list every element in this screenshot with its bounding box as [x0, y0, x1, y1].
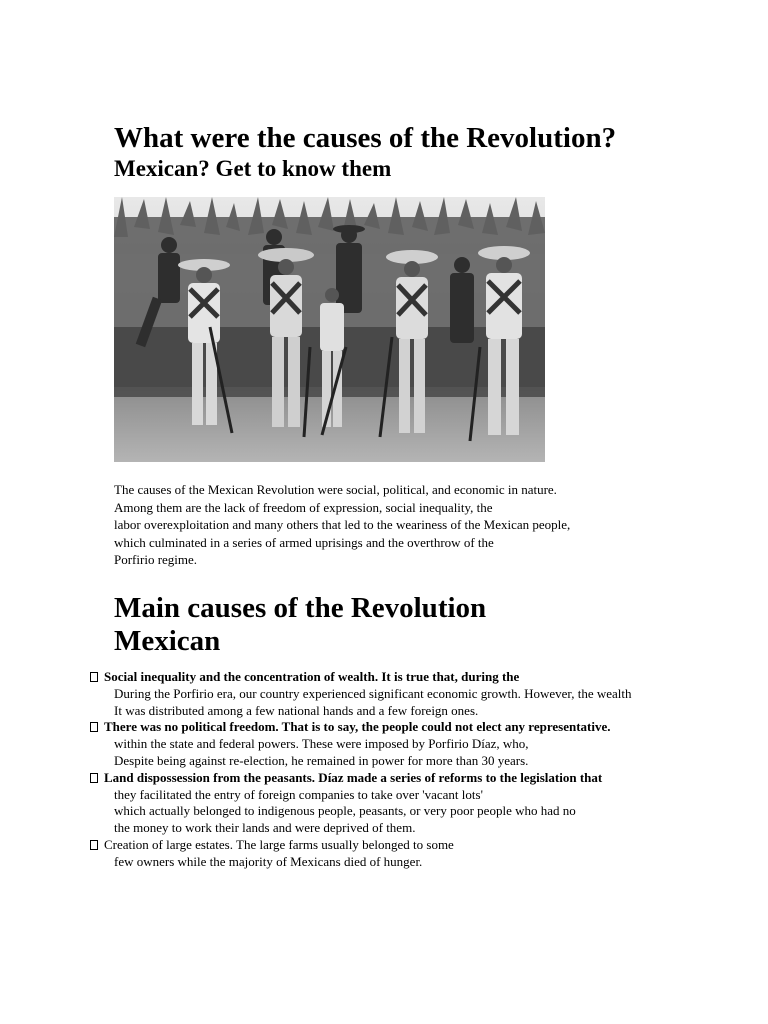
- list-item: [90, 719, 632, 769]
- intro-paragraph: [114, 481, 570, 569]
- intro-line: Among them are the lack of freedom of expression, social inequality, the: [114, 499, 493, 515]
- historic-photo: [114, 197, 545, 462]
- cause-lead: Social inequality and the concentration of wealth. It is true that, during the: [104, 669, 520, 684]
- cause-text: which actually belonged to indigenous people, peasants, or very poor people who had no: [114, 803, 576, 819]
- bullet-icon: [90, 840, 98, 850]
- list-item: [90, 770, 632, 837]
- bullet-icon: [90, 773, 98, 783]
- intro-line: The causes of the Mexican Revolution were social, political, and economic in nature.: [114, 482, 557, 497]
- intro-line: labor overexploitation and many others that led to the weariness of the Mexican people,: [114, 517, 571, 532]
- cause-text: Despite being against re-election, he remained in power for more than 30 years.: [114, 752, 529, 768]
- cause-text: During the Porfirio era, our country experienced significant economic growth. However, the wealth: [114, 685, 632, 701]
- bullet-icon: [90, 722, 98, 732]
- cause-lead: Creation of large estates. The large farms usually belonged to some: [104, 836, 454, 852]
- cause-lead: There was no political freedom. That is to say, the people could not elect any representative.: [104, 719, 611, 735]
- intro-line: which culminated in a series of armed uprisings and the overthrow of the: [114, 534, 494, 550]
- bullet-icon: [90, 672, 98, 682]
- section-heading-line: Main causes of the Revolution: [114, 592, 487, 624]
- cause-text: few owners while the majority of Mexicans died of hunger.: [114, 853, 423, 869]
- cause-text: It was distributed among a few national hands and a few foreign ones.: [114, 702, 479, 718]
- section-heading: [114, 592, 486, 658]
- page-title: What were the causes of the Revolution?: [114, 122, 617, 154]
- section-heading-line: Mexican: [114, 625, 221, 657]
- cause-text: the money to work their lands and were deprived of them.: [114, 820, 416, 836]
- cause-text: within the state and federal powers. These were imposed by Porfirio Díaz, who,: [114, 736, 529, 752]
- historic-photo-icon: [114, 197, 545, 462]
- cause-lead: Land dispossession from the peasants. Díaz made a series of reforms to the legislation that: [104, 769, 603, 785]
- page-subtitle: Mexican? Get to know them: [114, 156, 392, 181]
- causes-list: [90, 669, 632, 871]
- list-item: [90, 669, 632, 719]
- list-item: [90, 837, 632, 871]
- intro-line: Porfirio regime.: [114, 552, 198, 567]
- cause-text: they facilitated the entry of foreign companies to take over 'vacant lots': [114, 786, 483, 802]
